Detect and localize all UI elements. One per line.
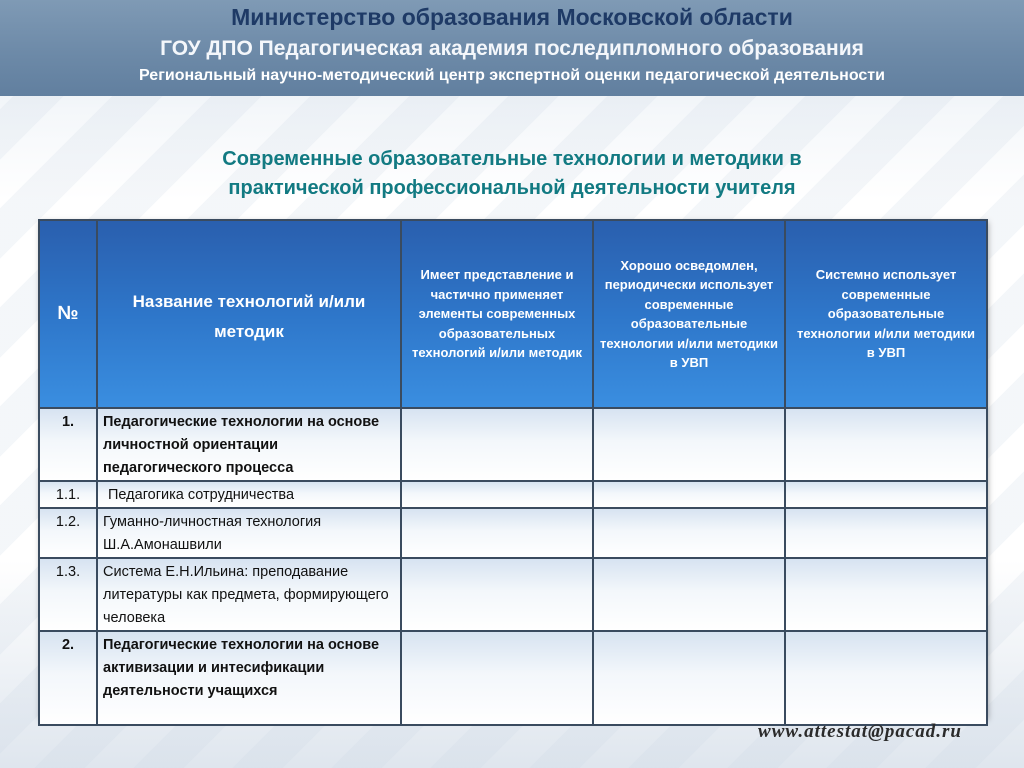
row-number: 1.3. [39, 558, 97, 631]
rating-cell[interactable] [785, 631, 987, 725]
rating-cell[interactable] [785, 558, 987, 631]
header-periodic-use: Хорошо осведомлен, периодически использует современные образовательные технологии и/или методики в УВП [593, 220, 785, 408]
rating-cell[interactable] [593, 558, 785, 631]
rating-cell[interactable] [593, 481, 785, 508]
row-number: 2. [39, 631, 97, 725]
table-header-row [39, 220, 987, 408]
row-technology-name: Система Е.Н.Ильина: преподавание литературы как предмета, формирующего человека [97, 558, 401, 631]
row-number: 1. [39, 408, 97, 481]
table-row [39, 408, 987, 481]
technologies-table-container [38, 219, 986, 717]
row-technology-name: Педагогика сотрудничества [97, 481, 401, 508]
footer-url[interactable]: www.attestat@pacad.ru [758, 721, 962, 742]
rating-cell[interactable] [593, 508, 785, 558]
rating-cell[interactable] [593, 631, 785, 725]
header-ministry: Министерство образования Московской области [231, 4, 793, 30]
header-partial-use: Имеет представление и частично применяет элементы современных образовательных технологий и/или методик [401, 220, 593, 408]
header-center: Региональный научно-методический центр экспертной оценки педагогической деятельности [139, 67, 885, 84]
row-technology-name: Педагогические технологии на основе активизации и интесификации деятельности учащихся [97, 631, 401, 725]
header-number: № [39, 220, 97, 408]
header-band [0, 0, 1024, 96]
table-row [39, 481, 987, 508]
row-number: 1.2. [39, 508, 97, 558]
header-technology-name: Название технологий и/или методик [97, 220, 401, 408]
technologies-table [38, 219, 988, 726]
header-academy: ГОУ ДПО Педагогическая академия последипломного образования [160, 37, 864, 60]
row-technology-name: Педагогические технологии на основе личностной ориентации педагогического процесса [97, 408, 401, 481]
page-title [80, 145, 944, 203]
rating-cell[interactable] [401, 481, 593, 508]
row-number: 1.1. [39, 481, 97, 508]
page-title-line2: практической профессиональной деятельности учителя [228, 177, 796, 199]
table-row [39, 558, 987, 631]
rating-cell[interactable] [785, 408, 987, 481]
rating-cell[interactable] [785, 508, 987, 558]
rating-cell[interactable] [401, 631, 593, 725]
rating-cell[interactable] [593, 408, 785, 481]
page-title-line1: Современные образовательные технологии и методики в [222, 148, 802, 170]
rating-cell[interactable] [401, 408, 593, 481]
rating-cell[interactable] [785, 481, 987, 508]
row-technology-name: Гуманно-личностная технология Ш.А.Амонашвили [97, 508, 401, 558]
header-systematic-use: Системно использует современные образовательные технологии и/или методики в УВП [785, 220, 987, 408]
rating-cell[interactable] [401, 508, 593, 558]
table-row [39, 631, 987, 725]
table-row [39, 508, 987, 558]
rating-cell[interactable] [401, 558, 593, 631]
